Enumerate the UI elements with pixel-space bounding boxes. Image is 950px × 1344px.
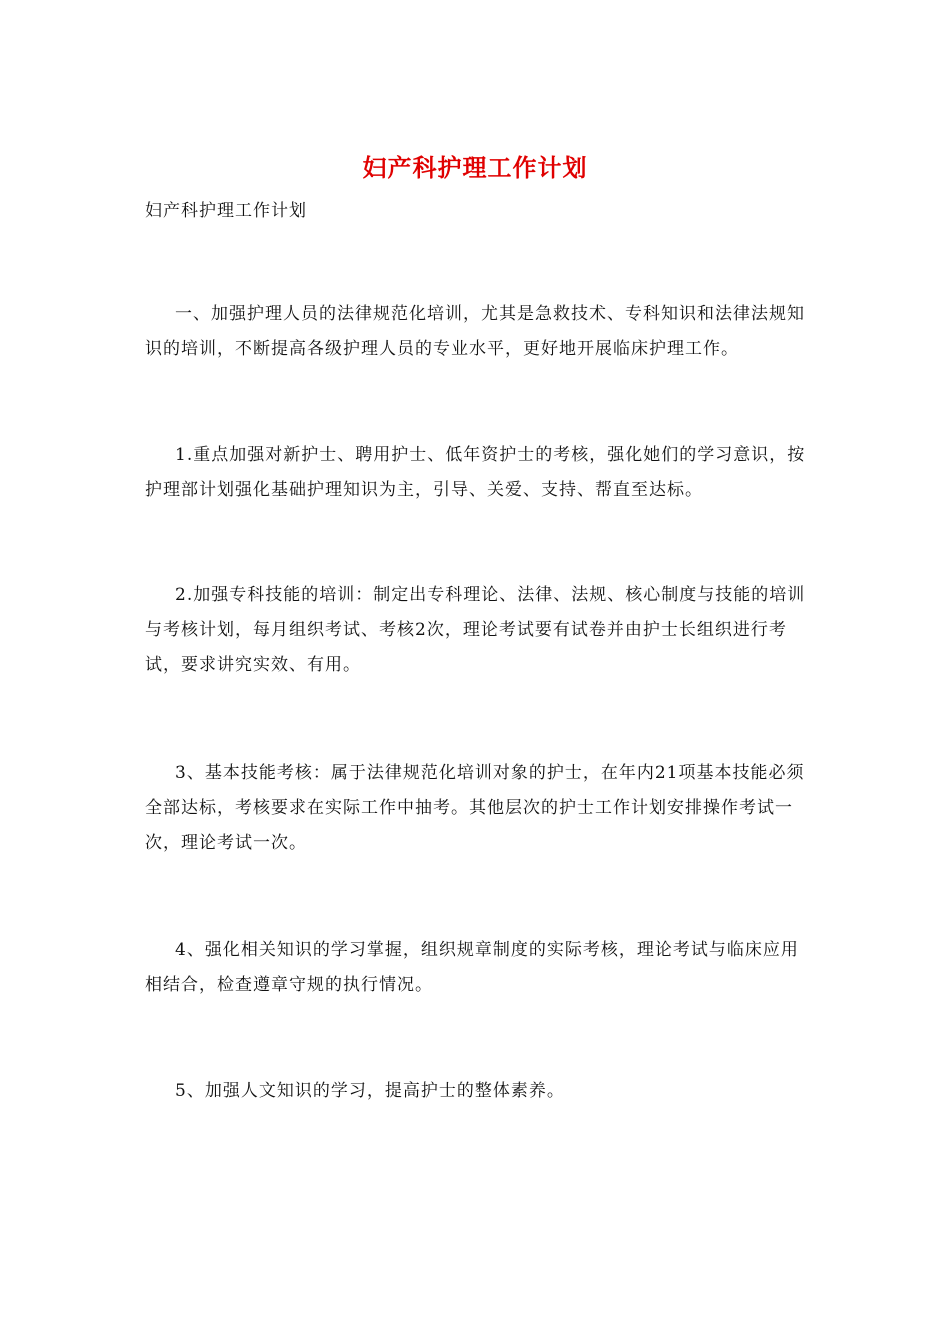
paragraph-6: 5、加强人文知识的学习，提高护士的整体素养。 bbox=[175, 1081, 565, 1101]
paragraph-5: 4、强化相关知识的学习掌握，组织规章制度的实际考核，理论考试与临床应用相结合，检查遵章守规的执行情况。 bbox=[145, 940, 799, 995]
paragraph-1: 一、加强护理人员的法律规范化培训，尤其是急救技术、专科知识和法律法规知识的培训，不断提高各级护理人员的专业水平，更好地开展临床护理工作。 bbox=[145, 304, 805, 359]
paragraph-4: 3、基本技能考核：属于法律规范化培训对象的护士，在年内21项基本技能必须全部达标，考核要求在实际工作中抽考。其他层次的护士工作计划安排操作考试一次，理论考试一次。 bbox=[145, 763, 805, 853]
paragraph-2: 1.重点加强对新护士、聘用护士、低年资护士的考核，强化她们的学习意识，按护理部计划强化基础护理知识为主，引导、关爱、支持、帮直至达标。 bbox=[145, 445, 806, 500]
document-title: 妇产科护理工作计划 bbox=[362, 153, 588, 182]
paragraph-3: 2.加强专科技能的培训：制定出专科理论、法律、法规、核心制度与技能的培训与考核计划，每月组织考试、考核2次，理论考试要有试卷并由护士长组织进行考试，要求讲究实效、有用。 bbox=[145, 585, 806, 675]
document-subtitle: 妇产科护理工作计划 bbox=[145, 201, 307, 221]
